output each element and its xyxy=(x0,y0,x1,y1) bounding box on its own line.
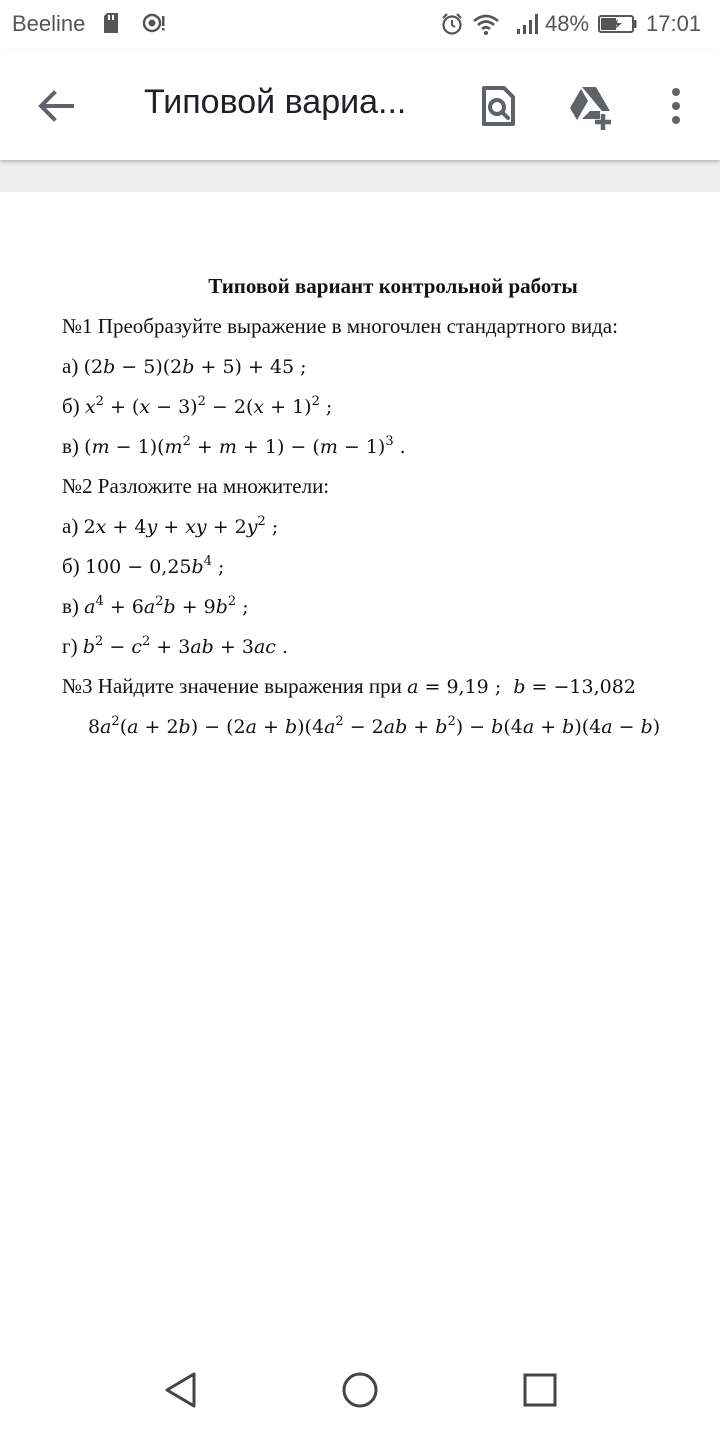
system-navigation-bar xyxy=(0,1340,720,1440)
more-vert-icon xyxy=(650,78,702,134)
document-page[interactable] xyxy=(0,192,720,1340)
task1-heading: №1 Преобразуйте выражение в многочлен стандартного вида: xyxy=(62,314,618,338)
back-button[interactable] xyxy=(28,78,84,134)
task2-item-b xyxy=(62,554,224,579)
find-in-document-button[interactable] xyxy=(470,78,526,134)
carrier-name: Beeline xyxy=(12,11,86,36)
task3-expression xyxy=(88,714,660,739)
square-recents-icon xyxy=(515,1370,565,1410)
task1-item-b xyxy=(62,394,332,419)
nav-recents-button[interactable] xyxy=(515,1370,565,1410)
viewer-top-band xyxy=(0,160,720,192)
expression: $(m - 1)(m^2 + m + 1) - (m - 1)^3$ . xyxy=(84,434,406,458)
item-label: в) xyxy=(62,434,79,458)
item-label: г) xyxy=(62,634,78,658)
clock: 17:01 xyxy=(646,11,702,36)
expression: $b^2 - c^2 + 3ab + 3ac$ . xyxy=(82,634,288,658)
task3-heading xyxy=(62,674,636,699)
task1-item-a xyxy=(62,354,307,379)
wifi-icon xyxy=(472,12,500,36)
add-to-drive-icon xyxy=(562,78,622,134)
task3-text: №3 Найдите значение выражения при xyxy=(62,674,402,698)
doc-heading: Типовой вариант контрольной работы xyxy=(208,274,578,298)
item-label: б) xyxy=(62,394,80,418)
expression: $8a^2(a + 2b) - (2a + b)(4a^2 - 2ab + b^2) - b(4a + b)(4a - b)$ xyxy=(88,714,661,738)
battery-percent: 48% xyxy=(545,11,590,36)
sd-card-icon xyxy=(102,12,120,34)
add-to-drive-button[interactable] xyxy=(562,78,622,134)
alarm-icon xyxy=(440,12,464,36)
item-label: а) xyxy=(62,514,79,538)
task2-item-a xyxy=(62,514,278,539)
triangle-back-icon xyxy=(155,1370,205,1410)
find-in-page-icon xyxy=(470,78,526,134)
b-value: −13,082 xyxy=(553,676,636,698)
task2-item-d xyxy=(62,634,288,659)
item-label: б) xyxy=(62,554,80,578)
battery-charging-icon xyxy=(598,15,638,33)
expression: $x^2 + (x - 3)^2 - 2(x + 1)^2$ ; xyxy=(84,394,333,418)
task1-item-c xyxy=(62,434,406,459)
expression: (2b − 5)(2b + 5) + 45 ; xyxy=(83,356,307,378)
nav-home-button[interactable] xyxy=(335,1370,385,1410)
arrow-back-icon xyxy=(28,78,84,134)
task2-item-c xyxy=(62,594,249,619)
task3-conditions: a = 9,19 ; b = −13,082 xyxy=(407,676,636,698)
expression: $a^4 + 6a^2b + 9b^2$ ; xyxy=(84,594,249,618)
task2-heading: №2 Разложите на множители: xyxy=(62,474,330,498)
nav-back-button[interactable] xyxy=(155,1370,205,1410)
screen-record-icon xyxy=(142,12,166,34)
more-options-button[interactable] xyxy=(650,78,702,134)
signal-icon xyxy=(515,12,543,36)
status-bar xyxy=(0,0,720,50)
document-title: Типовой вариа... xyxy=(144,83,407,121)
expression: $100 - 0,25b^4$ ; xyxy=(84,554,225,578)
item-label: а) xyxy=(62,354,79,378)
circle-home-icon xyxy=(335,1370,385,1410)
item-label: в) xyxy=(62,594,79,618)
expression: 2x + 4y + xy + $2y^2$ ; xyxy=(83,514,279,538)
app-bar xyxy=(0,50,720,160)
a-value: 9,19 xyxy=(446,676,489,698)
